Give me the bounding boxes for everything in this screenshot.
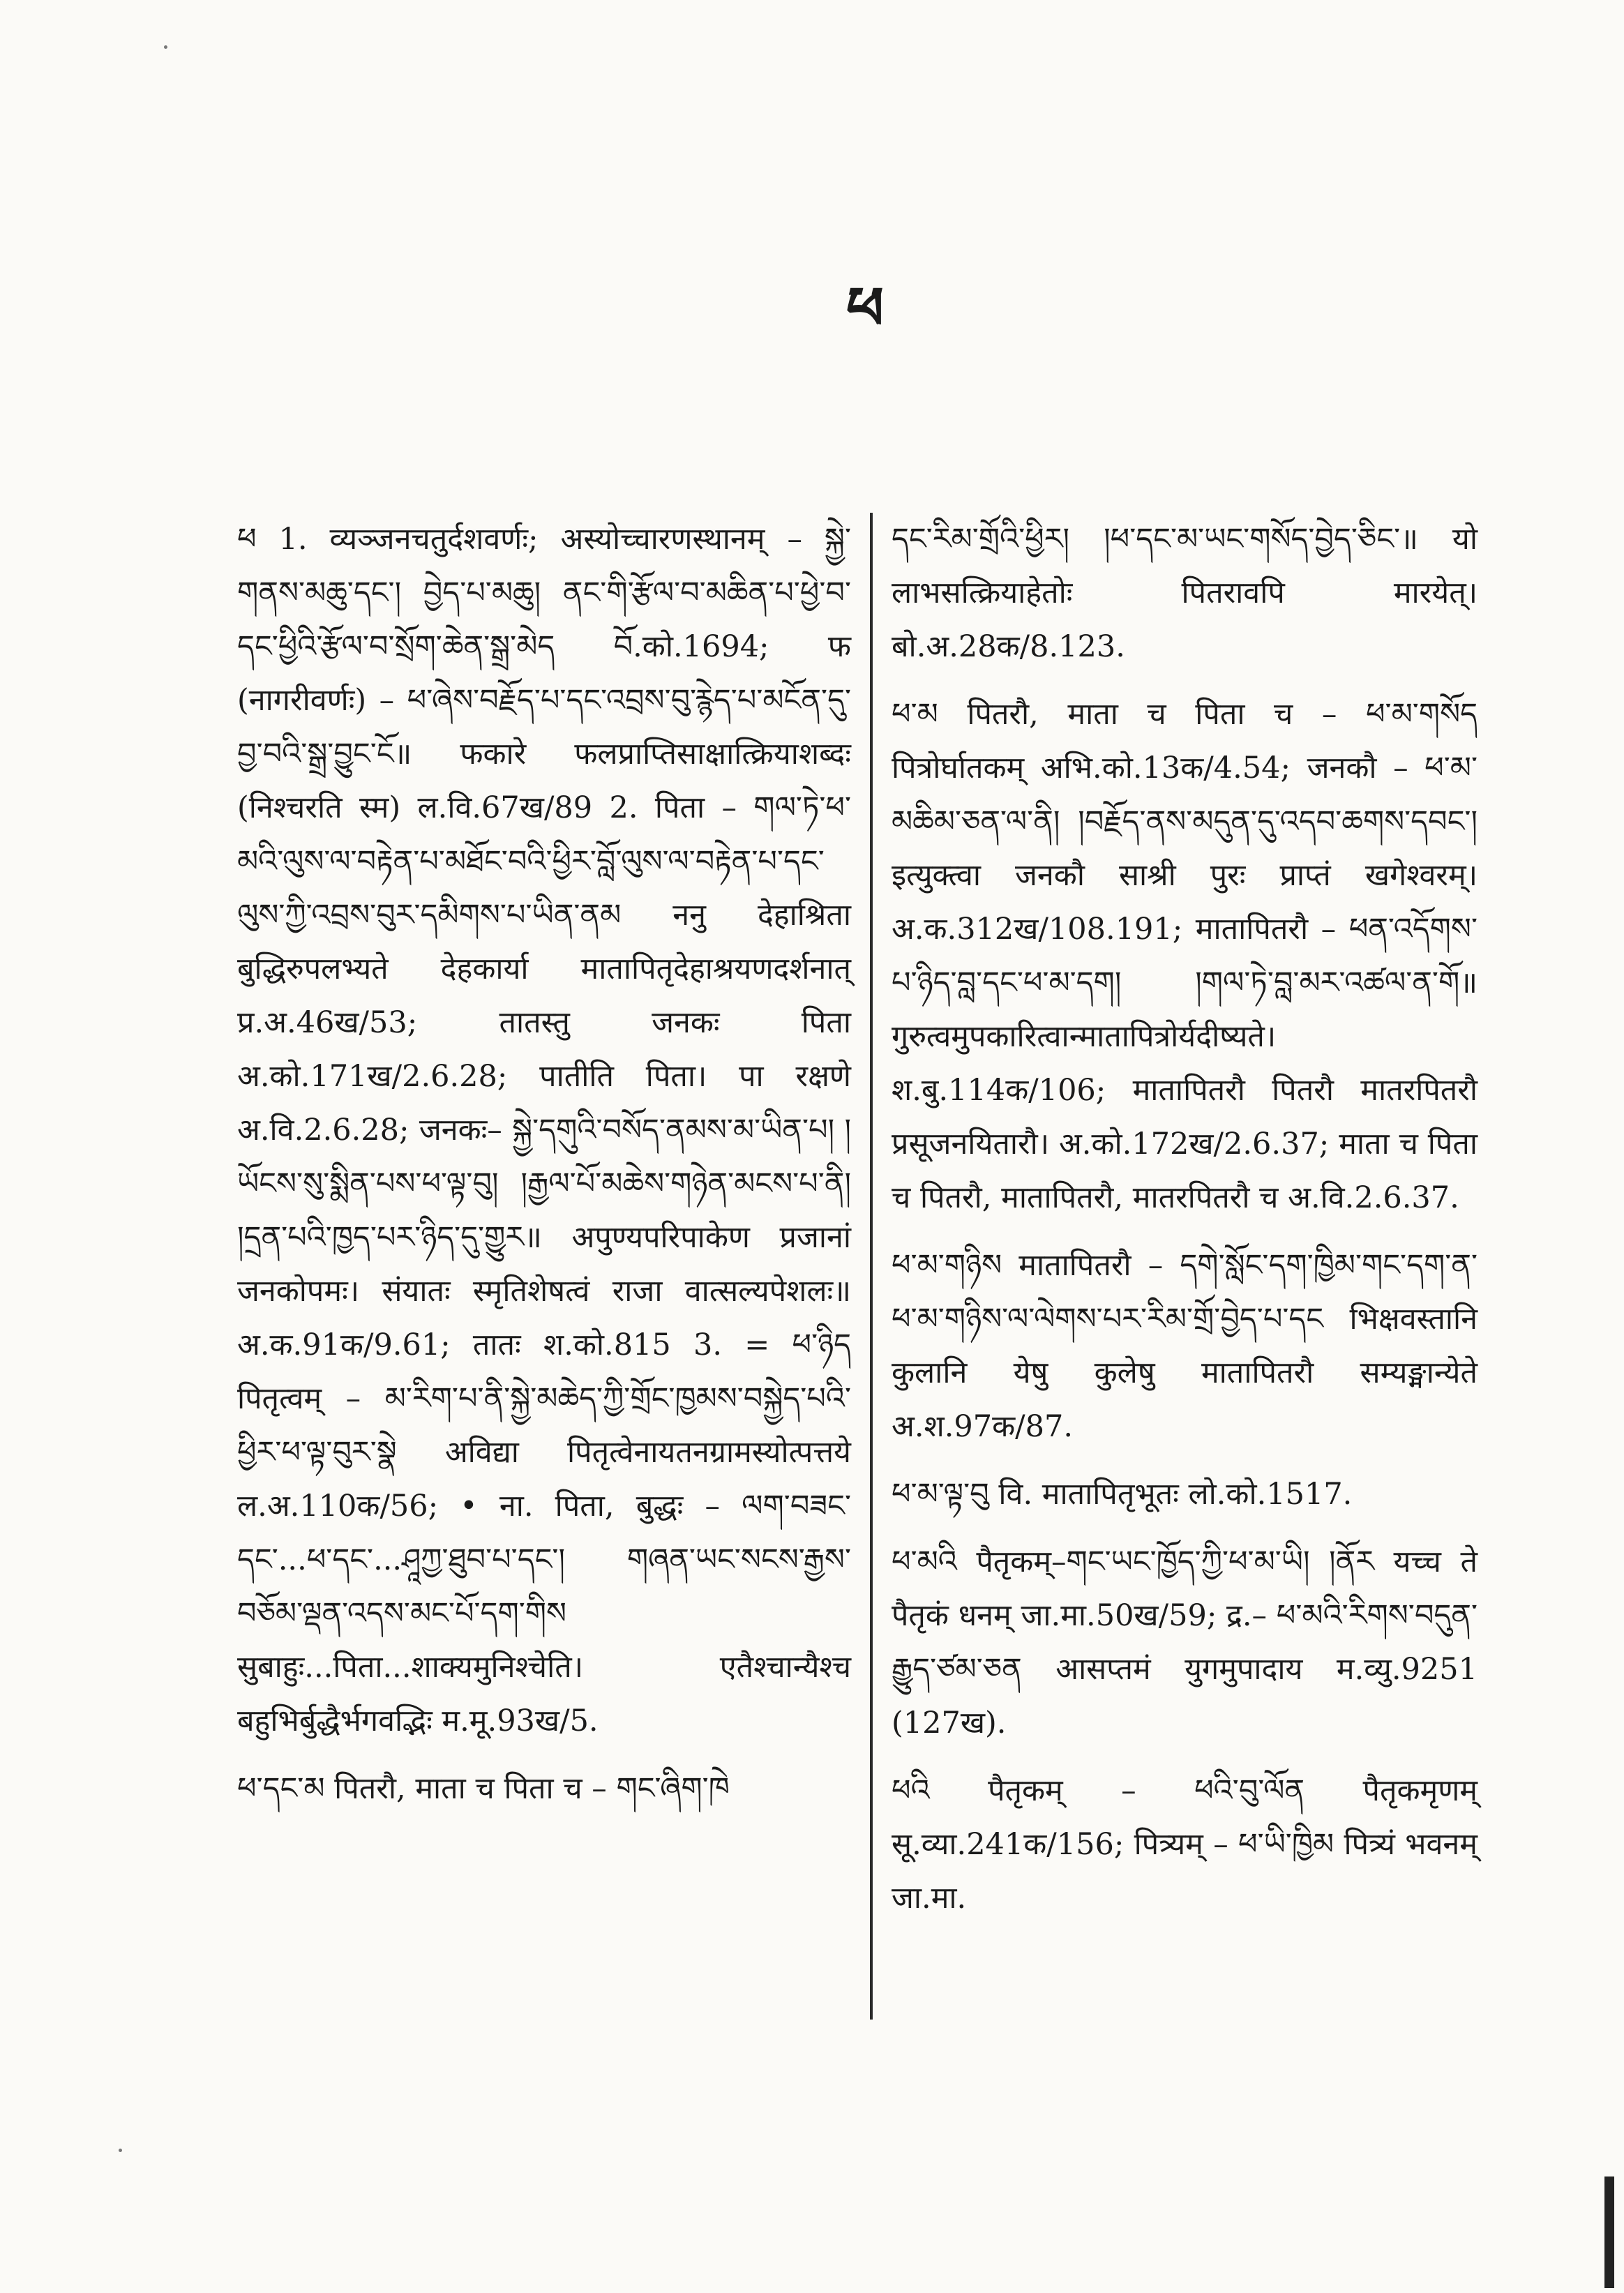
entry-pha: ཕ 1. व्यञ्जनचतुर्दशवर्णः; अस्योच्चारणस्थानम् – སྐྱེ་གནས་མཆུ་དང་། བྱེད་པ་མཆུ། ནང་གི་རྩོལ་བ་མཆིན་པ་ཕྱེ་བ་དང་ཕྱིའི་རྩོལ་བ་སྲོག་ཆེན་སྒྲ་མེད བོ.को.1694; फ (नागरीवर्णः) – ཕ་ཞེས་བརྗོད་པ་དང་འབྲས་བུ་རྙེད་པ་མངོན་དུ་བྱ་བའི་སྒྲ་བྱུང་ངོ॥ फकारे फलप्राप्तिसाक्षात्क्रियाशब्दः (निश्चरति स्म) ल.वि.67ख/89 2. पिता – གལ་ཏེ་ཕ་མའི་ལུས་ལ་བརྟེན་པ་མཐོང་བའི་ཕྱིར་བློ་ལུས་ལ་བརྟེན་པ་དང་ལུས་ཀྱི་འབྲས་བུར་དམིགས་པ་ཡིན་ནམ ननु देहाश्रिता बुद्धिरुपलभ्यते देहकार्या मातापितृदेहाश्रयणदर्शनात् प्र.अ.46ख/53; तातस्तु जनकः पिता अ.को.171ख/2.6.28; पातीति पिता। पा रक्षणे अ.वि.2.6.28; जनकः– སྐྱེ་དགུའི་བསོད་ནམས་མ་ཡིན་པ། །ཡོངས་སུ་སྨིན་པས་ཕ་ལྟ་བུ། །རྒྱལ་པོ་མཆེས་གཉེན་མངས་པ་ནི། །དྲན་པའི་ཁྱད་པར་ཉིད་དུ་གྱུར॥ अपुण्यपरिपाकेण प्रजानां जनकोपमः। संयातः स्मृतिशेषत्वं राजा वात्सल्यपेशलः॥ अ.क.91क/9.61; तातः श.को.815 3. = ཕ་ཉིད पितृत्वम् – མ་རིག་པ་ནི་སྐྱེ་མཆེད་ཀྱི་གྲོང་ཁྱམས་བསྐྱེད་པའི་ཕྱིར་ཕ་ལྟ་བུར་སྣེ अविद्या पितृत्वेनायतनग्रामस्योत्पत्तये ल.अ.110क/56; • ना. पिता, बुद्धः – ལག་བཟང་དང་...ཕ་དང་...ཤཱཀྱ་ཐུབ་པ་དང་། གཞན་ཡང་སངས་རྒྱས་བཅོམ་ལྡན་འདས་མང་པོ་དག་གིས सुबाहुः...पिता...शाक्यमुनिश्चेति। एतैश्चान्यैश्च बहुभिर्बुद्धैर्भगवद्भिः म.मू.93ख/5. bbox=[237, 522, 851, 1738]
section-letter: ཕ bbox=[846, 273, 884, 343]
left-column bbox=[237, 513, 851, 1830]
column-divider bbox=[870, 513, 873, 2020]
entry-pha-dang-ma: ཕ་དང་མ पितरौ, माता च पिता च – གང་ཞིག་ཁེ bbox=[237, 1771, 730, 1806]
entry-pha-ma-gnyis: ཕ་མ་གཉིས मातापितरौ – དགེ་སློང་དག་ཁྱིམ་གང་དག་ན་ཕ་མ་གཉིས་ལ་ལེགས་པར་རིམ་གྲོ་བྱེད་པ་དང भिक्षवस्तानि कुलानि येषु कुलेषु मातापितरौ सम्यङ्मान्येते अ.श.97क/87. bbox=[892, 1248, 1478, 1444]
entry-pha-ma: ཕ་མ पितरौ, माता च पिता च – ཕ་མ་གསོད पित्रोर्घातकम् अभि.को.13क/4.54; जनकौ – ཕ་མ་མཆིམ་ཅན་ལ་ནི། །བརྗོད་ནས་མདུན་དུ་འདབ་ཆགས་དབང་། इत्युक्त्वा जनकौ साश्री पुरः प्राप्तं खगेश्वरम्। अ.क.312ख/108.191; मातापितरौ – ཕན་འདོགས་པ་ཉིད་བླ་དང་ཕ་མ་དག། །གལ་ཏེ་བླ་མར་འཚལ་ན་གོ॥ गुरुत्वमुपकारित्वान्मातापित्रोर्यदीष्यते। श.बु.114क/106; मातापितरौ पितरौ मातरपितरौ प्रसूजनयितारौ। अ.को.172ख/2.6.37; माता च पिता च पितरौ, मातापितरौ, मातरपितरौ च अ.वि.2.6.37. bbox=[892, 697, 1478, 1215]
entry-pha-ma-lta-bu: ཕ་མ་ལྟ་བུ वि. मातापितृभूतः लो.को.1517. bbox=[892, 1477, 1353, 1512]
entry-pha-mai: ཕ་མའི पैतृकम्–གང་ཡང་ཁྱོད་ཀྱི་ཕ་མ་ཡི། །ནོར यच्च ते पैतृकं धनम् जा.मा.50ख/59; द्र.– ཕ་མའི་རིགས་བདུན་རྒྱུད་ཙམ་ཅན आसप्तमं युगमुपादाय म.व्यु.9251 (127ख). bbox=[892, 1544, 1478, 1741]
scan-speck bbox=[164, 45, 167, 49]
entry-continuation: དང་རིམ་གྲོའི་ཕྱིར། །ཕ་དང་མ་ཡང་གསོད་བྱེད་ཅིང་॥ यो लाभसत्क्रियाहेतोः पितरावपि मारयेत्। बो.अ.28क/8.123. bbox=[892, 522, 1478, 664]
scan-speck bbox=[119, 2149, 122, 2152]
right-column bbox=[892, 513, 1478, 1939]
scan-edge-mark bbox=[1604, 2177, 1614, 2288]
entry-phai: ཕའི पैतृकम् – ཕའི་བུ་ལོན पैतृकमृणम् सू.व्या.241क/156; पित्र्यम् – ཕ་ཡི་ཁྱིམ पित्र्यं भवनम् जा.मा. bbox=[892, 1773, 1478, 1916]
